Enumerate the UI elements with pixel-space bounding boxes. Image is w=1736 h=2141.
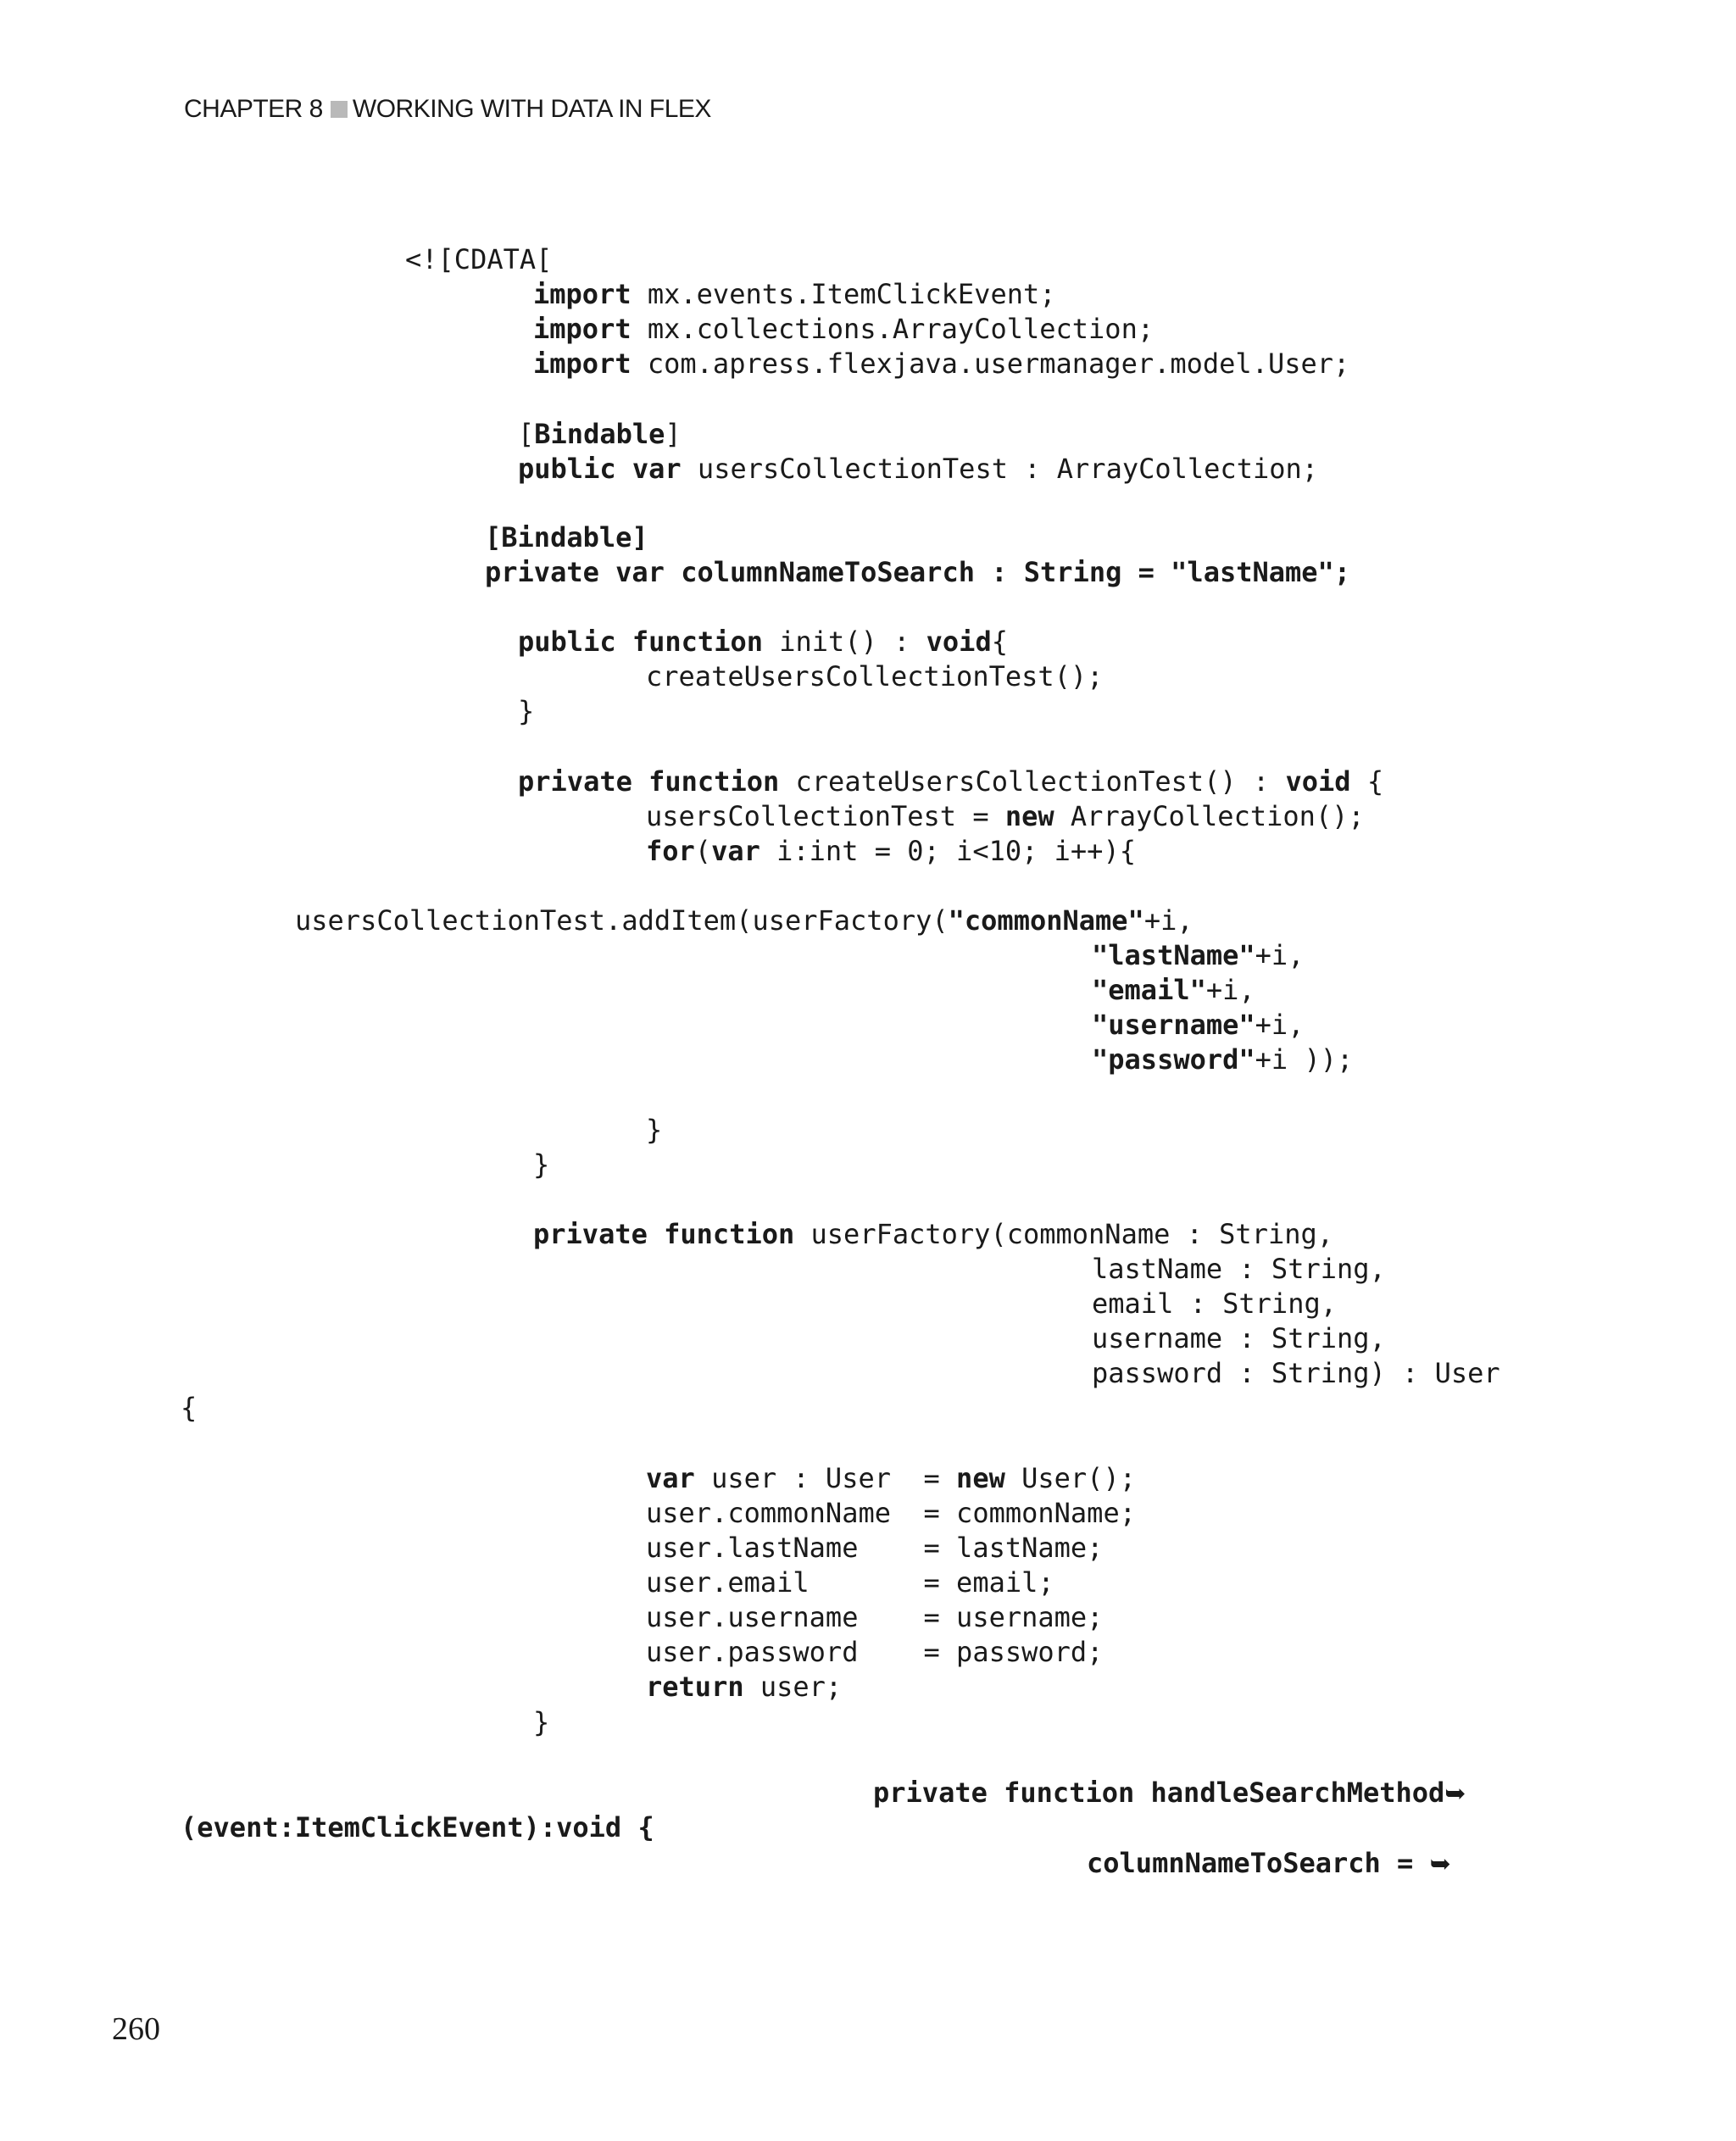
code-text: createUsersCollectionTest() : (779, 765, 1286, 798)
code-text: user.username = username; (646, 1601, 1104, 1633)
code-line (1092, 1251, 1386, 1287)
code-text: +i, (1205, 974, 1255, 1006)
code-keyword: "lastName" (1092, 939, 1255, 971)
code-keyword: columnNameToSearch = (1087, 1847, 1430, 1879)
code-line (1092, 937, 1304, 973)
code-keyword: [Bindable] (485, 521, 648, 553)
code-text: ] (665, 418, 682, 450)
code-line (518, 451, 1318, 487)
code-keyword: new (956, 1462, 1005, 1494)
code-text: lastName : String, (1092, 1253, 1386, 1285)
code-line (181, 1390, 197, 1426)
code-keyword: public var (518, 453, 682, 485)
code-line (485, 520, 648, 555)
code-keyword: private function (533, 1218, 795, 1250)
code-line (646, 1565, 1054, 1600)
code-text: password : String) : User (1092, 1357, 1500, 1389)
code-text: usersCollectionTest : ArrayCollection; (681, 453, 1319, 485)
code-line (518, 416, 682, 452)
code-keyword: import (533, 278, 632, 310)
code-keyword: var (646, 1462, 695, 1494)
code-keyword: private function handleSearchMethod (873, 1777, 1445, 1809)
code-line (1092, 1321, 1386, 1356)
code-text: user.commonName = commonName; (646, 1497, 1136, 1529)
code-keyword: "email" (1092, 974, 1206, 1006)
code-keyword: "password" (1092, 1043, 1255, 1076)
chapter-title: WORKING WITH DATA IN FLEX (352, 95, 711, 123)
code-keyword: return (646, 1671, 744, 1703)
code-text: +i, (1255, 1009, 1305, 1041)
code-text: com.apress.flexjava.usermanager.model.User; (631, 348, 1350, 380)
code-keyword: var (711, 835, 760, 867)
code-keyword: for (646, 835, 695, 867)
code-line (533, 1147, 549, 1182)
code-keyword: "username" (1092, 1009, 1255, 1041)
code-line (1092, 1007, 1304, 1043)
code-text: +i, (1143, 904, 1194, 937)
code-text: <![CDATA[ (405, 243, 553, 275)
code-text: +i )); (1255, 1043, 1354, 1076)
code-line (533, 276, 1056, 312)
code-keyword: Bindable (534, 418, 665, 450)
code-text: user.email = email; (646, 1566, 1054, 1599)
code-text: ( (694, 835, 712, 867)
code-text: mx.events.ItemClickEvent; (631, 278, 1056, 310)
code-text: user; (743, 1671, 843, 1703)
code-text: email : String, (1092, 1287, 1337, 1320)
code-text: userFactory(commonName : String, (794, 1218, 1334, 1250)
code-line (533, 311, 1154, 347)
code-line (533, 1216, 1333, 1252)
code-keyword: public function (518, 626, 763, 658)
code-text: } (646, 1114, 663, 1146)
code-text: mx.collections.ArrayCollection; (631, 313, 1155, 345)
code-line (405, 242, 552, 277)
code-line (181, 1810, 654, 1845)
code-text: ArrayCollection(); (1054, 800, 1365, 832)
chapter-label: CHAPTER 8 (184, 95, 323, 123)
code-line (1092, 1042, 1353, 1077)
code-line (518, 624, 1008, 659)
code-text: i:int = 0; i<10; i++){ (760, 835, 1136, 867)
code-line (1092, 1355, 1500, 1391)
code-line (1087, 1845, 1451, 1881)
code-line (646, 798, 1365, 834)
code-keyword: (event:ItemClickEvent):void { (181, 1811, 654, 1843)
code-text: createUsersCollectionTest(); (646, 660, 1104, 692)
code-keyword: new (1004, 800, 1054, 832)
code-text: { (991, 626, 1008, 658)
code-line (646, 659, 1103, 694)
code-keyword: import (533, 313, 632, 345)
code-line (646, 1460, 1136, 1496)
code-line (646, 1634, 1103, 1670)
code-text: } (533, 1706, 550, 1738)
code-text: { (181, 1392, 198, 1424)
code-line (533, 1704, 549, 1740)
code-line (533, 346, 1349, 381)
code-line (873, 1775, 1466, 1810)
code-line (646, 1599, 1103, 1635)
code-keyword: "commonName" (948, 904, 1144, 937)
code-line (646, 1669, 842, 1704)
code-text: init() : (762, 626, 926, 658)
code-text: User(); (1004, 1462, 1136, 1494)
code-line (646, 1495, 1136, 1531)
code-text: username : String, (1092, 1322, 1386, 1354)
code-text: user.password = password; (646, 1636, 1104, 1668)
code-line (646, 1530, 1103, 1565)
code-line (1092, 972, 1255, 1008)
code-keyword: void (1285, 765, 1351, 798)
code-keyword: private function (518, 765, 780, 798)
code-text: user.lastName = lastName; (646, 1532, 1104, 1564)
code-text: usersCollectionTest.addItem(userFactory( (295, 904, 949, 937)
code-line (1092, 1286, 1337, 1321)
code-text: { (1350, 765, 1384, 798)
code-text: usersCollectionTest = (646, 800, 1005, 832)
code-text: +i, (1255, 939, 1305, 971)
code-line (485, 554, 1350, 590)
code-keyword: private var columnNameToSearch : String = "lastName"; (485, 556, 1351, 588)
code-keyword: void (926, 626, 992, 658)
code-line (646, 833, 1136, 869)
code-text: } (533, 1148, 550, 1181)
code-line (295, 903, 1194, 938)
line-continuation-arrow-icon: ➥ (1444, 1779, 1466, 1809)
line-continuation-arrow-icon: ➥ (1429, 1849, 1451, 1879)
code-line (646, 1112, 662, 1148)
code-text: user : User = (694, 1462, 957, 1494)
code-text: [ (518, 418, 535, 450)
code-text: } (518, 695, 535, 727)
code-line (518, 693, 534, 729)
code-keyword: import (533, 348, 632, 380)
code-line (518, 764, 1383, 799)
page-number: 260 (112, 2011, 160, 2047)
